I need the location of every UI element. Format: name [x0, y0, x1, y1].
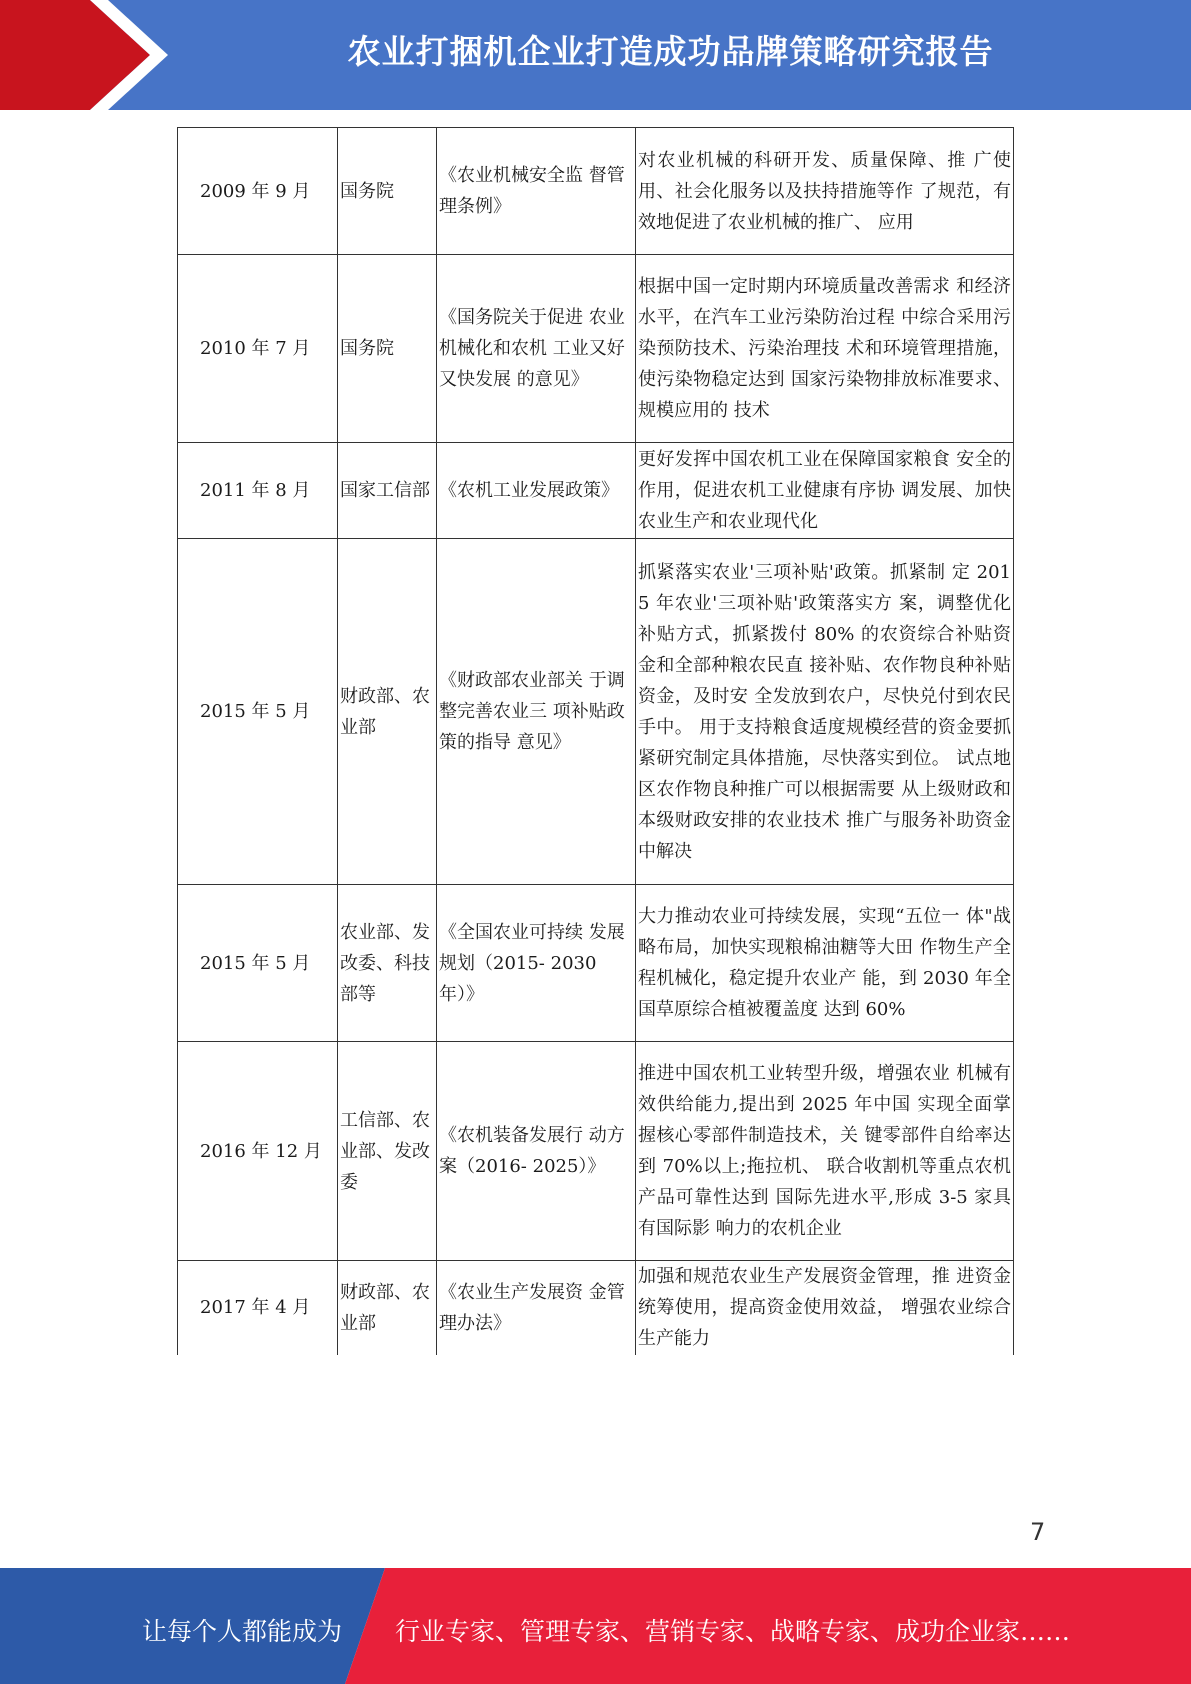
content-cell: 更好发挥中国农机工业在保障国家粮食 安全的作用，促进农机工业健康有序协 调发展、加快农业生产和农业现代化: [636, 443, 1014, 539]
page-footer: [0, 1568, 1191, 1684]
doc-cell: 《农机装备发展行 动方案（2016- 2025）》: [437, 1042, 636, 1261]
table-row: [178, 443, 1014, 539]
page-number: 7: [1030, 1518, 1046, 1546]
content-cell: 加强和规范农业生产发展资金管理，推 进资金统筹使用，提高资金使用效益， 增强农业综合生产能力: [636, 1261, 1014, 1355]
date-cell: 2015 年 5 月: [178, 885, 338, 1042]
doc-cell: 《财政部农业部关 于调整完善农业三 项补贴政策的指导 意见》: [437, 539, 636, 885]
doc-cell: 《农业机械安全监 督管理条例》: [437, 128, 636, 255]
content-cell: 抓紧落实农业'三项补贴'政策。抓紧制 定 2015 年农业'三项补贴'政策落实方 案，调整优化补贴方式，抓紧拨付 80% 的农资综合补贴资金和全部种粮农民直 接补贴、农作物良种补贴资金，及时安 全发放到农户，尽快兑付到农民手中。 用于支持粮食适度规模经营的资金要抓 紧研究制定具体措施，尽快落实到位。 试点地区农作物良种推广可以根据需要 从上级财政和本级财政安排的农业技术 推广与服务补助资金中解决: [636, 539, 1014, 885]
org-cell: 财政部、农业部: [338, 1261, 437, 1355]
org-cell: 财政部、农业部: [338, 539, 437, 885]
content-cell: 推进中国农机工业转型升级，增强农业 机械有效供给能力,提出到 2025 年中国 实现全面掌握核心零部件制造技术，关 键零部件自给率达到 70%以上;拖拉机、 联合收割机等重点农机产品可靠性达到 国际先进水平,形成 3-5 家具有国际影 响力的农机企业: [636, 1042, 1014, 1261]
date-cell: 2016 年 12 月: [178, 1042, 338, 1261]
doc-cell: 《农业生产发展资 金管理办法》: [437, 1261, 636, 1355]
table-row: [178, 128, 1014, 255]
table-row: [178, 1042, 1014, 1261]
org-cell: 工信部、农业部、发改委: [338, 1042, 437, 1261]
date-cell: 2010 年 7 月: [178, 255, 338, 443]
date-cell: 2009 年 9 月: [178, 128, 338, 255]
content-cell: 大力推动农业可持续发展，实现“五位一 体"战略布局，加快实现粮棉油糖等大田 作物生产全程机械化，稳定提升农业产 能，到 2030 年全国草原综合植被覆盖度 达到 60%: [636, 885, 1014, 1042]
doc-cell: 《农机工业发展政策》: [437, 443, 636, 539]
table-row: [178, 539, 1014, 885]
org-cell: 农业部、发改委、科技部等: [338, 885, 437, 1042]
date-cell: 2015 年 5 月: [178, 539, 338, 885]
date-cell: 2017 年 4 月: [178, 1261, 338, 1355]
content-cell: 对农业机械的科研开发、质量保障、推 广使用、社会化服务以及扶持措施等作 了规范，有效地促进了农业机械的推广、 应用: [636, 128, 1014, 255]
doc-cell: 《全国农业可持续 发展规划（2015- 2030 年）》: [437, 885, 636, 1042]
table-row: [178, 255, 1014, 443]
page-header: [0, 0, 1191, 110]
page-title: 农业打捆机企业打造成功品牌策略研究报告: [347, 32, 994, 71]
footer-slogan-left: 让每个人都能成为: [142, 1617, 343, 1646]
org-cell: 国家工信部: [338, 443, 437, 539]
policy-table: [177, 127, 1014, 1355]
table-row: [178, 885, 1014, 1042]
doc-cell: 《国务院关于促进 农业机械化和农机 工业又好又快发展 的意见》: [437, 255, 636, 443]
org-cell: 国务院: [338, 255, 437, 443]
footer-slogan-right: 行业专家、管理专家、营销专家、战略专家、成功企业家……: [395, 1617, 1071, 1646]
org-cell: 国务院: [338, 128, 437, 255]
date-cell: 2011 年 8 月: [178, 443, 338, 539]
content-cell: 根据中国一定时期内环境质量改善需求 和经济水平，在汽车工业污染防治过程 中综合采用污染预防技术、污染治理技 术和环境管理措施，使污染物稳定达到 国家污染物排放标准要求、规模应用的 技术: [636, 255, 1014, 443]
table-row: [178, 1261, 1014, 1355]
